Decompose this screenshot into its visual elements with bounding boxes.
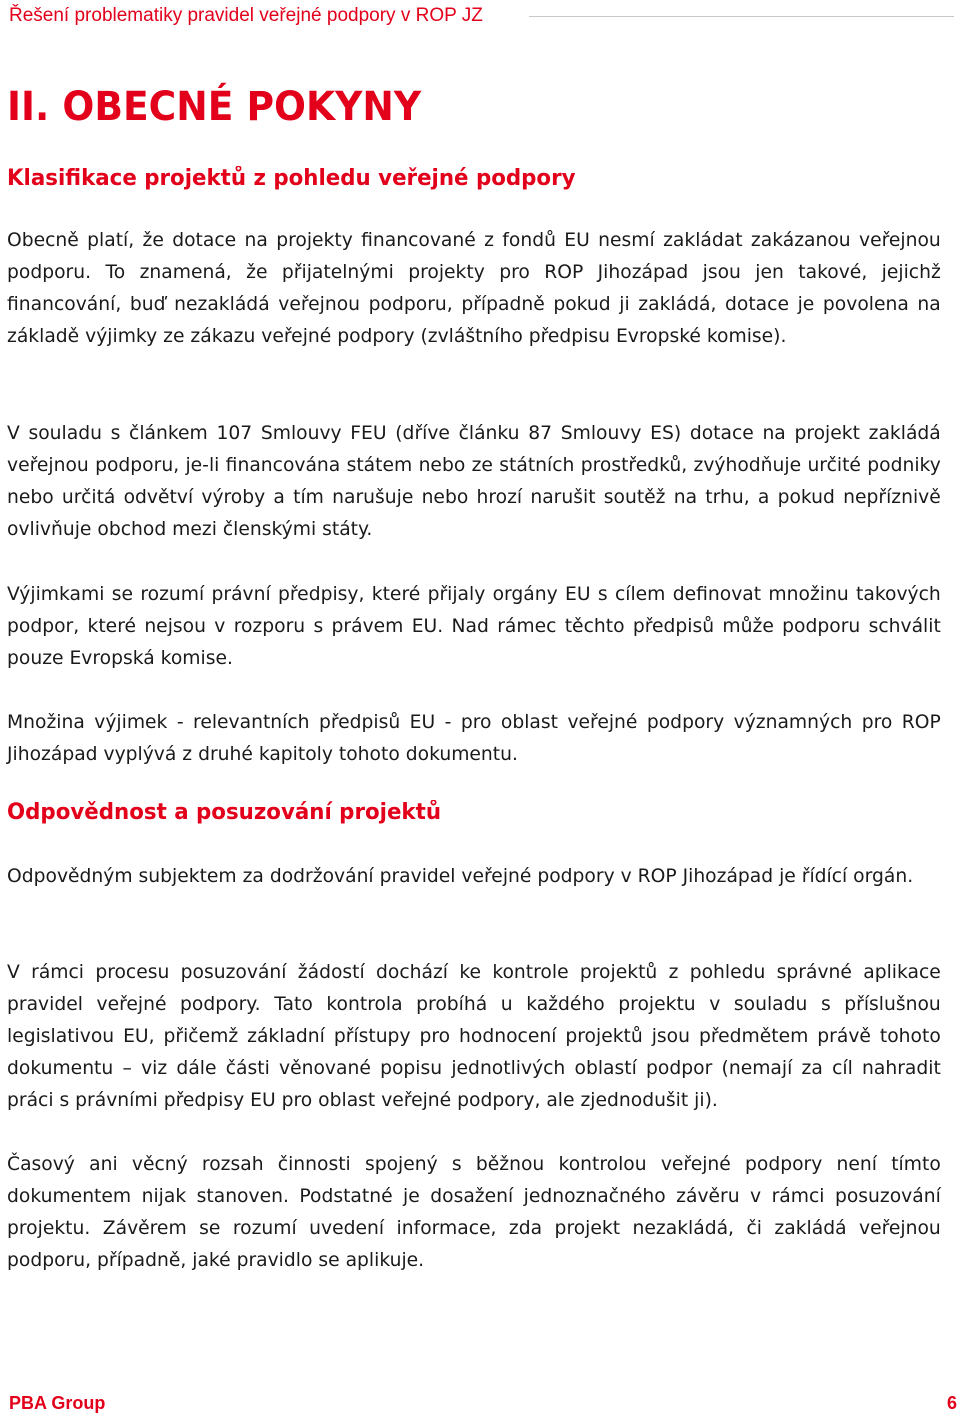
paragraph-scope: Časový ani věcný rozsah činnosti spojený s běžnou kontrolou veřejné podpory není tímto dokumentem nijak stanoven. Podstatné je dosažení jednoznačného závěru v rámci posuzování projektu. Závěrem se rozumí uvedení informace, zda projekt nezakládá, či zakládá veřejnou podporu, případně, jaké pravidlo se aplikuje. [7, 1153, 941, 1271]
footer-company: PBA Group [9, 1393, 106, 1413]
page-number: 6 [946, 1393, 957, 1413]
subheading-classification: Klasifikace projektů z pohledu veřejné podpory [7, 166, 576, 191]
page-header [9, 5, 954, 29]
paragraph-article-107: V souladu s článkem 107 Smlouvy FEU (dříve článku 87 Smlouvy ES) dotace na projekt zakládá veřejnou podporu, je-li financována státem nebo ze státních prostředků, zvýhodňuje určité podniky nebo určitá odvětví výroby a tím narušuje nebo hrozí narušit soutěž na trhu, a pokud nepříznivě ovlivňuje obchod mezi členskými státy. [7, 422, 941, 540]
header-rule [529, 16, 954, 17]
paragraph-general-rule: Obecně platí, že dotace na projekty financované z fondů EU nesmí zakládat zakázanou veřejnou podporu. To znamená, že přijatelnými projekty pro ROP Jihozápad jsou jen takové, jejichž financování, buď nezakládá veřejnou podporu, případně pokud ji zakládá, dotace je povolena na základě výjimky ze zákazu veřejné podpory (zvláštního předpisu Evropské komise). [7, 229, 941, 347]
subheading-responsibility: Odpovědnost a posuzování projektů [7, 800, 442, 825]
paragraph-assessment-process: V rámci procesu posuzování žádostí dochází ke kontrole projektů z pohledu správné aplikace pravidel veřejné podpory. Tato kontrola probíhá u každého projektu v souladu s příslušnou legislativou EU, přičemž základní přístupy pro hodnocení projektů jsou předmětem právě tohoto dokumentu – viz dále části věnované popisu jednotlivých oblastí podpor (nemají za cíl nahradit práci s právními předpisy EU pro oblast veřejné podpory, ale zjednodušit ji). [7, 961, 941, 1111]
paragraph-exemption-set: Množina výjimek - relevantních předpisů EU - pro oblast veřejné podpory významných pro ROP Jihozápad vyplývá z druhé kapitoly tohoto dokumentu. [7, 711, 941, 765]
page-footer [9, 1393, 957, 1415]
paragraph-responsible-body: Odpovědným subjektem za dodržování pravidel veřejné podpory v ROP Jihozápad je řídící orgán. [7, 865, 914, 887]
header-title: Řešení problematiky pravidel veřejné podpory v ROP JZ [9, 5, 483, 26]
section-heading: II. OBECNÉ POKYNY [7, 84, 422, 130]
paragraph-exemptions: Výjimkami se rozumí právní předpisy, které přijaly orgány EU s cílem definovat množinu takových podpor, které nejsou v rozporu s právem EU. Nad rámec těchto předpisů může podporu schválit pouze Evropská komise. [7, 583, 941, 669]
